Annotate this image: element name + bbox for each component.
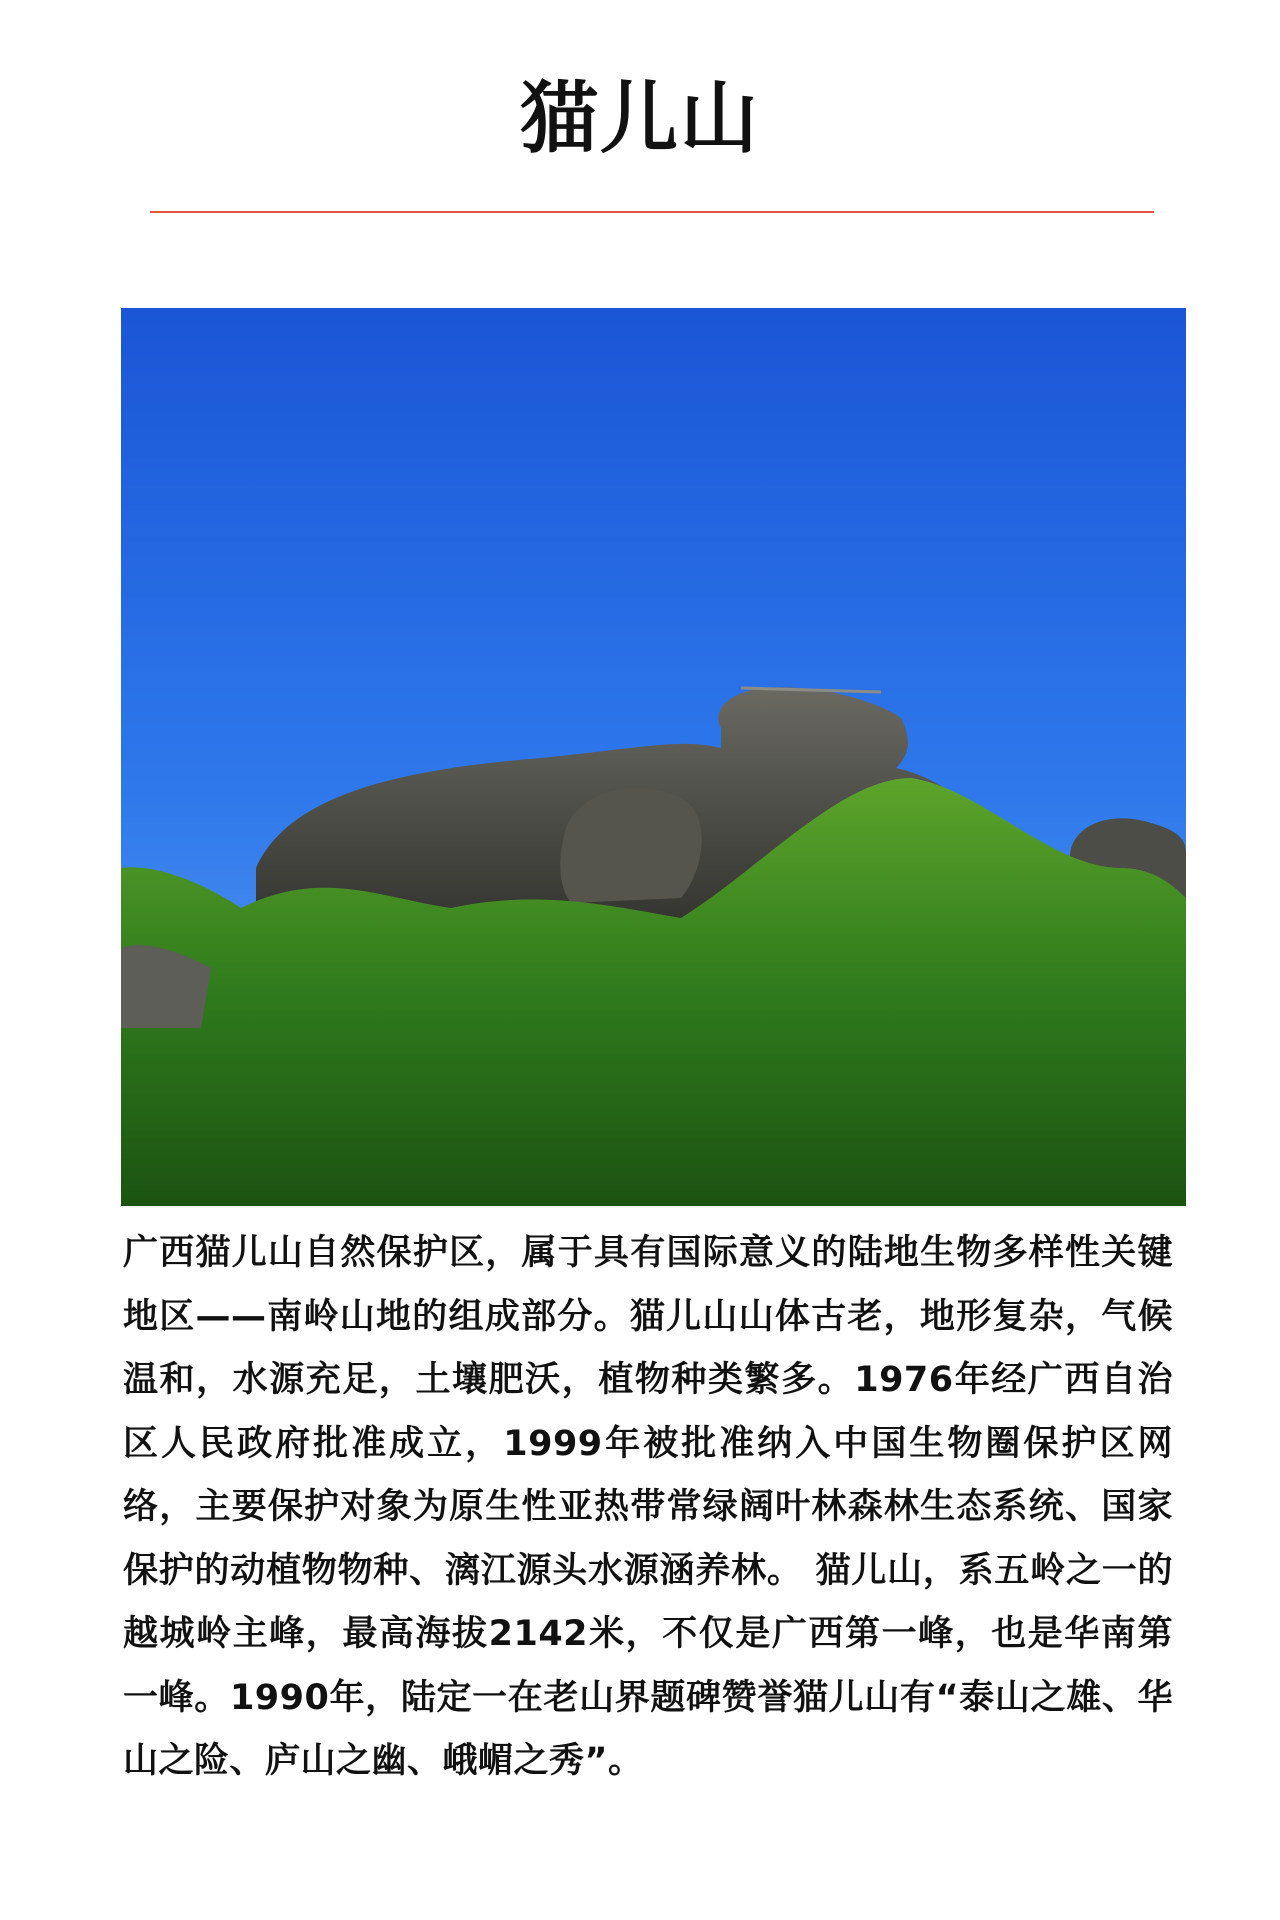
mountain-illustration [121,308,1186,1206]
mountain-photo [121,308,1186,1206]
article-body: 广西猫儿山自然保护区，属于具有国际意义的陆地生物多样性关键地区——南岭山地的组成部分。猫儿山山体古老，地形复杂，气候温和，水源充足，土壤肥沃，植物种类繁多。1976年经广西自治区人民政府批准成立，1999年被批准纳入中国生物圈保护区网络，主要保护对象为原生性亚热带常绿阔叶林森林生态系统、国家保护的动植物物种、漓江源头水源涵养林。 猫儿山，系五岭之一的越城岭主峰，最高海拔2142米，不仅是广西第一峰，也是华南第一峰。1990年，陆定一在老山界题碑赞誉猫儿山有“泰山之雄、华山之险、庐山之幽、峨嵋之秀”。 [123,1233,1173,1781]
title-divider [150,211,1154,213]
page-title: 猫儿山 [519,74,760,164]
